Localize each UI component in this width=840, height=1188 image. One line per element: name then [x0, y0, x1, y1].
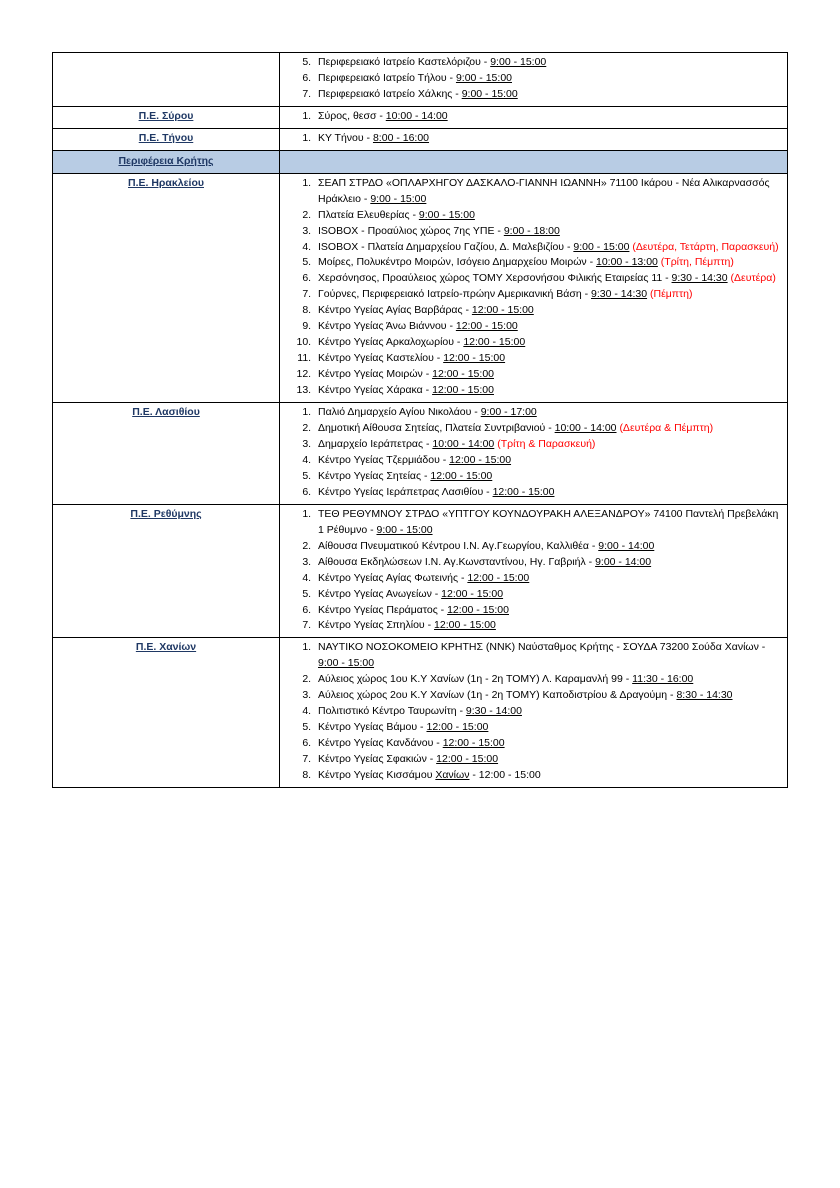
list-item [314, 485, 783, 501]
schedule-days-note: (Τρίτη & Παρασκευή) [497, 437, 596, 450]
list-item [314, 55, 783, 71]
list-item [314, 453, 783, 469]
table-row [53, 638, 788, 788]
schedule-time: 9:00 - 15:00 [573, 240, 630, 253]
center-name: Αύλειος χώρος 2ου Κ.Υ Χανίων (1η - 2η ΤΟΜΥ) Καποδιστρίου & Δραγούμη - [318, 689, 677, 702]
label-text: Π.Ε. Ηρακλείου [128, 176, 204, 189]
center-name: Κέντρο Υγείας Κισσάμου [318, 769, 436, 782]
centers-list [284, 55, 783, 103]
schedule-time: 8:30 - 14:30 [676, 689, 733, 702]
center-name: Κέντρο Υγείας Άνω Βιάννου - [318, 320, 456, 333]
centers-list [284, 176, 783, 399]
centers-list-cell [280, 638, 788, 788]
centers-list-cell [280, 106, 788, 128]
schedule-time: 9:00 - 17:00 [480, 406, 537, 419]
centers-list-cell [280, 128, 788, 150]
center-name: Περιφερειακό Ιατρείο Καστελόριζου - [318, 56, 491, 68]
list-item [314, 421, 783, 437]
list-item [314, 71, 783, 87]
center-name: Δημοτική Αίθουσα Σητείας, Πλατεία Συντριβανιού - [318, 422, 555, 435]
label-text: Π.Ε. Τήνου [138, 131, 194, 144]
center-name: Αύλειος χώρος 1ου Κ.Υ Χανίων (1η - 2η ΤΟΜΥ) Λ. Καραμανλή 99 - [318, 673, 633, 686]
center-name: Χερσόνησος, Προαύλειος χώρος ΤΟΜΥ Χερσονήσου Φιλικής Εταιρείας 11 - [318, 272, 672, 285]
schedule-days-note: (Πέμπτη) [649, 288, 693, 301]
schedule-time: 12:00 - 15:00 [441, 587, 504, 600]
schedule-time: 9:00 - 15:00 [318, 657, 375, 670]
schedule-time: 9:00 - 15:00 [455, 71, 512, 84]
center-name: Κέντρο Υγείας Αγίας Βαρβάρας - [318, 304, 472, 317]
schedule-time: 12:00 - 15:00 [471, 304, 534, 317]
center-name: Σύρος, θεσσ - [318, 109, 386, 122]
list-item [314, 208, 783, 224]
table-row [53, 128, 788, 150]
label-text: Π.Ε. Σύρου [138, 109, 194, 122]
list-item [314, 335, 783, 351]
schedule-time: 11:30 - 16:00 [632, 673, 694, 686]
list-item [314, 109, 783, 125]
list-item [314, 603, 783, 619]
schedule-time: 12:00 - 15:00 [467, 571, 530, 584]
center-name: Κέντρο Υγείας Μοιρών - [318, 368, 433, 381]
schedule-time: 12:00 - 15:00 [447, 603, 509, 616]
prefecture-label [53, 504, 280, 638]
region-header-label [53, 150, 280, 173]
table-row [53, 106, 788, 128]
center-name: Κέντρο Υγείας Αγίας Φωτεινής - [318, 571, 468, 584]
center-name: Κέντρο Υγείας Σπηλίου - [318, 619, 435, 632]
schedule-time: 10:00 - 14:00 [554, 422, 617, 435]
schedule-days-note: (Τρίτη, Πέμπτη) [660, 256, 734, 269]
schedule-time: 9:00 - 15:00 [376, 523, 433, 536]
list-item [314, 539, 783, 555]
list-item [314, 720, 783, 736]
list-item [314, 752, 783, 768]
prefecture-label [53, 403, 280, 505]
schedule-time: 9:00 - 15:00 [490, 56, 547, 68]
centers-list [284, 131, 783, 147]
center-name: - 12:00 - 15:00 [469, 769, 541, 782]
label-text: Π.Ε. Χανίων [135, 641, 197, 654]
schedule-time: 9:00 - 14:00 [595, 555, 652, 568]
centers-list-cell [280, 504, 788, 638]
list-item [314, 587, 783, 603]
centers-list-cell [280, 403, 788, 505]
center-name: Κέντρο Υγείας Βάμου - [318, 721, 427, 734]
list-item [314, 571, 783, 587]
center-name: Κέντρο Υγείας Ιεράπετρας Λασιθίου - [318, 485, 493, 498]
list-item [314, 255, 783, 271]
center-name: Κέντρο Υγείας Ανωγείων - [318, 587, 442, 600]
list-item [314, 640, 783, 672]
center-name: ISOBOX - Πλατεία Δημαρχείου Γαζίου, Δ. Μαλεβιζίου - [318, 240, 574, 253]
center-name: Κέντρο Υγείας Κανδάνου - [318, 737, 443, 750]
center-name: Δημαρχείο Ιεράπετρας - [318, 437, 433, 450]
center-name: Κέντρο Υγείας Σφακιών - [318, 753, 437, 766]
table-body [53, 53, 788, 788]
schedule-time: 12:00 - 15:00 [455, 320, 518, 333]
table-row [53, 504, 788, 638]
table-row [53, 173, 788, 402]
centers-list [284, 507, 783, 635]
schedule-time: 12:00 - 15:00 [432, 368, 494, 381]
schedule-time: 9:00 - 18:00 [503, 224, 560, 237]
list-item [314, 405, 783, 421]
center-name: ΤΕΘ ΡΕΘΥΜΝΟΥ ΣΤΡΔΟ «ΥΠΤΓΟΥ ΚΟΥΝΔΟΥΡΑΚΗ ΑΛΕΞΑΝΔΡΟΥ» 74100 Παντελή Πρεβελάκη 1 Ρέθυμνο - [318, 507, 779, 536]
list-item [314, 618, 783, 634]
list-item [314, 507, 783, 539]
list-item [314, 131, 783, 147]
schedule-time: 12:00 - 15:00 [463, 336, 526, 349]
list-item [314, 367, 783, 383]
table-row [53, 150, 788, 173]
schedule-time: 12:00 - 15:00 [443, 352, 506, 365]
center-name: Παλιό Δημαρχείο Αγίου Νικολάου - [318, 406, 481, 419]
schedule-days-note: (Δευτέρα & Πέμπτη) [619, 422, 714, 435]
prefecture-label [53, 638, 280, 788]
schedule-time: 12:00 - 15:00 [432, 384, 494, 397]
schedule-time: 9:30 - 14:00 [465, 705, 522, 718]
list-item [314, 555, 783, 571]
centers-list [284, 405, 783, 501]
table-row [53, 403, 788, 505]
list-item [314, 704, 783, 720]
list-item [314, 736, 783, 752]
center-name: Πολιτιστικό Κέντρο Ταυρωνίτη - [318, 705, 466, 718]
schedule-time: 9:30 - 14:30 [671, 272, 728, 285]
schedule-time: 12:00 - 15:00 [426, 721, 489, 734]
center-name: Γούρνες, Περιφερειακό Ιατρείο-πρώην Αμερικανική Βάση - [318, 288, 592, 301]
centers-list [284, 109, 783, 125]
schedule-time: 8:00 - 16:00 [372, 131, 430, 144]
centers-list-cell [280, 53, 788, 107]
centers-list-cell [280, 150, 788, 173]
list-item [314, 383, 783, 399]
schedule-time: 12:00 - 15:00 [442, 737, 505, 750]
list-item [314, 240, 783, 256]
prefecture-label [53, 53, 280, 107]
schedule-time: 10:00 - 14:00 [385, 109, 448, 122]
center-name: ΚΥ Τήνου - [318, 131, 373, 144]
list-item [314, 688, 783, 704]
center-name: Πλατεία Ελευθερίας - [318, 208, 419, 221]
list-item [314, 287, 783, 303]
list-item [314, 271, 783, 287]
schedule-time: 10:00 - 13:00 [595, 256, 658, 269]
centers-list [284, 640, 783, 784]
schedule-time: 12:00 - 15:00 [492, 485, 555, 498]
table-row [53, 53, 788, 107]
center-name: Αίθουσα Εκδηλώσεων Ι.Ν. Αγ.Κωνσταντίνου, Ηγ. Γαβριήλ - [318, 555, 596, 568]
center-name: Αίθουσα Πνευματικού Κέντρου Ι.Ν. Αγ.Γεωργίου, Καλλιθέα - [318, 539, 599, 552]
list-item [314, 768, 783, 784]
schedule-time: 12:00 - 15:00 [434, 619, 496, 632]
center-name: Κέντρο Υγείας Σητείας - [318, 469, 431, 482]
center-name: ΝΑΥΤΙΚΟ ΝΟΣΟΚΟΜΕΙΟ ΚΡΗΤΗΣ (ΝΝΚ) Ναύσταθμος Κρήτης - ΣΟΥΔΑ 73200 Σούδα Χανίων - [318, 641, 766, 654]
list-item [314, 672, 783, 688]
center-name: Κέντρο Υγείας Αρκαλοχωρίου - [318, 336, 464, 349]
prefecture-label [53, 173, 280, 402]
schedule-time: 9:00 - 15:00 [461, 87, 518, 100]
prefecture-label [53, 106, 280, 128]
label-text: Π.Ε. Λασιθίου [132, 406, 200, 419]
schedule-time: 12:00 - 15:00 [449, 453, 512, 466]
schedule-time: 9:30 - 14:30 [591, 288, 648, 301]
schedule-time: 10:00 - 14:00 [432, 437, 495, 450]
list-item [314, 87, 783, 103]
center-name: ΣΕΑΠ ΣΤΡΔΟ «ΟΠΛΑΡΧΗΓΟΥ ΔΑΣΚΑΛΟ-ΓΙΑΝΝΗ ΙΩΑΝΝΗ» 71100 Ικάρου - Νέα Αλικαρνασσός Ηράκλειο - [318, 176, 770, 205]
list-item [314, 303, 783, 319]
center-name: Κέντρο Υγείας Καστελίου - [318, 352, 444, 365]
label-text: Περιφέρεια Κρήτης [118, 154, 214, 167]
center-name: Κέντρο Υγείας Περάματος - [318, 603, 448, 616]
center-name: Μοίρες, Πολυκέντρο Μοιρών, Ισόγειο Δημαρχείου Μοιρών - [318, 256, 596, 269]
center-name: Κέντρο Υγείας Χάρακα - [318, 384, 433, 397]
schedule-time: Χανίων [435, 769, 470, 782]
list-item [314, 319, 783, 335]
schedule-time: 12:00 - 15:00 [436, 753, 499, 766]
list-item [314, 437, 783, 453]
list-item [314, 224, 783, 240]
list-item [314, 351, 783, 367]
list-item [314, 469, 783, 485]
center-name: Κέντρο Υγείας Τζερμιάδου - [318, 453, 450, 466]
schedule-time: 12:00 - 15:00 [430, 469, 493, 482]
vaccination-centers-table [52, 52, 788, 788]
schedule-time: 9:00 - 15:00 [370, 192, 427, 205]
schedule-days-note: (Δευτέρα, Τετάρτη, Παρασκευή) [632, 240, 779, 253]
schedule-time: 9:00 - 15:00 [418, 208, 475, 221]
label-text: Π.Ε. Ρεθύμνης [130, 507, 202, 520]
list-item [314, 176, 783, 208]
center-name: ISOBOX - Προαύλιος χώρος 7ης ΥΠΕ - [318, 224, 504, 237]
schedule-days-note: (Δευτέρα) [730, 272, 776, 285]
centers-list-cell [280, 173, 788, 402]
center-name: Περιφερειακό Ιατρείο Τήλου - [318, 71, 456, 84]
prefecture-label [53, 128, 280, 150]
schedule-time: 9:00 - 14:00 [598, 539, 655, 552]
center-name: Περιφερειακό Ιατρείο Χάλκης - [318, 87, 462, 100]
